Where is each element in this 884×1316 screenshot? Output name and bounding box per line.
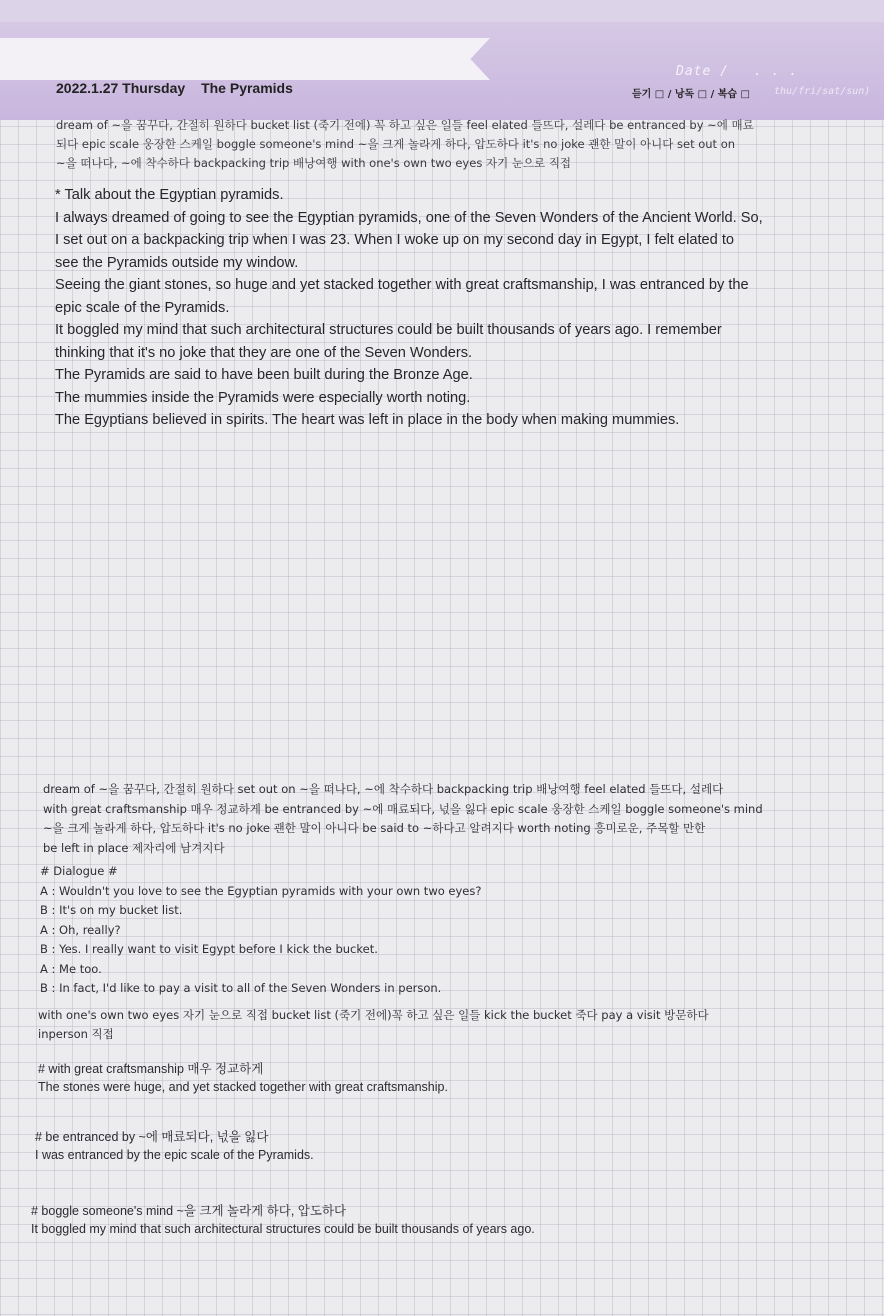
example-sentence: I was entranced by the epic scale of the Pyramids. [35,1148,314,1162]
weekday-label: thu/fri/sat/sun) [774,86,871,97]
passage-line: It boggled my mind that such architectural structures could be built thousands of years ago. I remember [55,322,722,338]
passage-line: I always dreamed of going to see the Egyptian pyramids, one of the Seven Wonders of the Ancient World. So, [55,209,763,226]
date-label-text: Date / [676,64,729,79]
passage-line: Seeing the giant stones, so huge and yet stacked together with great craftsmanship, I was entranced by the [55,277,749,293]
prompt-line: * Talk about the Egyptian pyramids. [55,187,284,203]
dialogue-line: A : Wouldn't you love to see the Egyptian pyramids with your own two eyes? [40,883,482,898]
title-text: The Pyramids [201,80,293,96]
title-ribbon [0,38,490,80]
passage-line: I set out on a backpacking trip when I was 23. When I woke up on my second day in Egypt, I felt elated to [55,232,734,248]
example-sentence: The stones were huge, and yet stacked together with great craftsmanship. [38,1080,448,1094]
vocab-line: be left in place 제자리에 남겨지다 [43,840,225,855]
vocab-list-top [56,116,826,173]
example-boggle [31,1202,535,1238]
vocab-list-bottom [38,1006,828,1044]
header-top-strip [0,0,884,22]
passage-line: The Pyramids are said to have been built during the Bronze Age. [55,367,473,383]
example-heading: # with great craftsmanship 매우 정교하게 [38,1062,264,1076]
vocab-line: 되다 epic scale 웅장한 스케일 boggle someone's mind ~을 크게 놀라게 하다, 압도하다 it's no joke 괜한 말이 아니다 set out on [56,137,736,151]
passage-line: The mummies inside the Pyramids were especially worth noting. [55,389,471,406]
vocab-line: ~을 크게 놀라게 하다, 압도하다 it's no joke 괜한 말이 아니다 be said to ~하다고 알려지다 worth noting 흥미로운, 주목할 만한 [43,821,706,835]
example-heading: # boggle someone's mind ~을 크게 놀라게 하다, 압도하다 [31,1204,347,1218]
vocab-line: dream of ~을 꿈꾸다, 간절히 원하다 set out on ~을 떠나다, ~에 착수하다 backpacking trip 배낭여행 feel elated 들뜨다, 설레다 [43,782,724,796]
date-dots: . . . [753,64,798,79]
vocab-line: dream of ~을 꿈꾸다, 간절히 원하다 bucket list (죽기 전에) 꼭 하고 싶은 일들 feel elated 들뜨다, 설레다 be entranced by ~에 매료 [56,118,754,132]
dialogue-section [40,862,830,999]
dialogue-line: B : Yes. I really want to visit Egypt before I kick the bucket. [40,942,378,956]
dialogue-heading: # Dialogue # [40,864,118,878]
example-craftsmanship [38,1060,448,1096]
example-heading: # be entranced by ~에 매료되다, 넋을 잃다 [35,1130,269,1144]
example-sentence: It boggled my mind that such architectural structures could be built thousands of years ago. [31,1222,535,1236]
page-title [56,80,293,96]
dialogue-line: A : Oh, really? [40,922,121,937]
study-checklist: 듣기 □ / 낭독 □ / 복습 □ [632,89,750,100]
dialogue-line: B : It's on my bucket list. [40,903,183,917]
passage-line: thinking that it's no joke that they are one of the Seven Wonders. [55,344,473,361]
date-label [676,64,798,79]
passage-line: The Egyptians believed in spirits. The heart was left in place in the body when making mummies. [55,412,680,428]
dialogue-line: A : Me too. [40,961,102,976]
date-text: 2022.1.27 Thursday [56,80,186,96]
vocab-line: with one's own two eyes 자기 눈으로 직접 bucket list (죽기 전에)꼭 하고 싶은 일들 kick the bucket 죽다 pay a visit 방문하다 [38,1008,709,1022]
dialogue-line: B : In fact, I'd like to pay a visit to all of the Seven Wonders in person. [40,981,442,995]
vocab-line: inperson 직접 [38,1027,114,1041]
passage-line: see the Pyramids outside my window. [55,254,299,271]
vocab-line: ~을 떠나다, ~에 착수하다 backpacking trip 배낭여행 with one's own two eyes 자기 눈으로 직접 [56,156,572,170]
vocab-list-middle [43,780,833,858]
example-entranced [35,1128,314,1164]
passage-line: epic scale of the Pyramids. [55,299,230,316]
vocab-line: with great craftsmanship 매우 정교하게 be entranced by ~에 매료되다, 넋을 잃다 epic scale 웅장한 스케일 boggle someone's mind [43,801,763,816]
main-passage [55,184,835,432]
